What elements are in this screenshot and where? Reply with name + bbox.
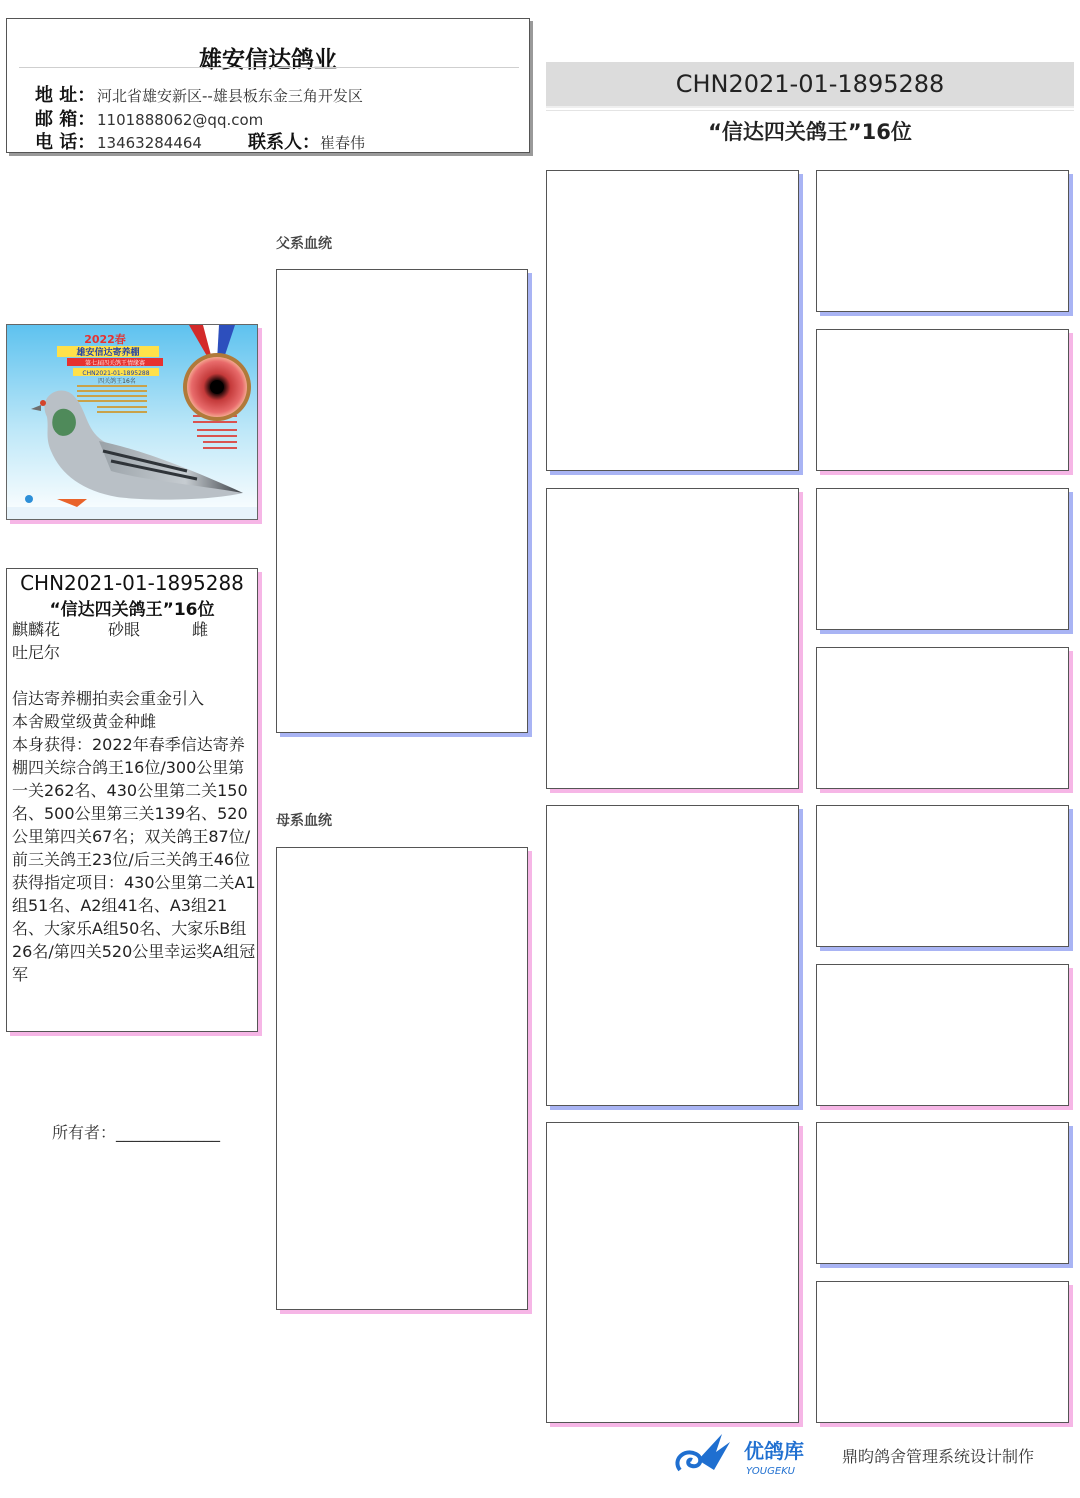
great-grandparent-box-1 [816, 170, 1069, 312]
pigeon-info-card [6, 568, 258, 1032]
pigeon-photo [6, 324, 258, 520]
great-grandparent-box-2 [816, 329, 1069, 471]
address-label: 地 址： [35, 85, 96, 106]
phone-value: 13463284464 [97, 134, 202, 152]
footer-credit: 鼎昀鸽舍管理系统设计制作 [842, 1447, 1035, 1466]
wing-logo-icon [698, 1434, 730, 1470]
loft-name: 雄安信达鸽业 [199, 47, 337, 73]
pigeon-ring-number: CHN2021-01-1895288 [20, 571, 244, 595]
contact-label: 联系人： [247, 132, 320, 153]
granddam-paternal-box [546, 488, 799, 789]
brand-name: 优鸽库 [744, 1439, 804, 1463]
dam-pedigree-box [276, 847, 528, 1310]
owner-line: 所有者：_____________ [52, 1123, 221, 1142]
sire-section-label: 父系血统 [276, 236, 332, 252]
poster-rank: 四关鸽王16名 [98, 378, 136, 385]
address-value: 河北省雄安新区--雄县板东金三角开发区 [97, 87, 363, 105]
header-divider [19, 67, 519, 68]
pigeon-sex: 雌 [192, 620, 209, 639]
pigeon-eye: 砂眼 [108, 620, 141, 639]
great-grandparent-box-7 [816, 1122, 1069, 1264]
grandsire-maternal-box [546, 805, 799, 1106]
swirl-logo-icon [677, 1452, 700, 1470]
poster-year: 2022春 [84, 333, 126, 346]
phone-row [35, 128, 365, 154]
pigeon-color: 麒麟花 [12, 620, 61, 639]
yougeku-logo [670, 1430, 830, 1480]
great-grandparent-box-8 [816, 1281, 1069, 1423]
banner-divider [546, 110, 1074, 111]
poster-loft: 雄安信达寄养棚 [76, 348, 140, 358]
grandsire-paternal-box [546, 170, 799, 471]
pigeon-strain: 吐尼尔 [12, 643, 61, 662]
poster-ring: CHN2021-01-1895288 [82, 370, 150, 377]
ring-number-banner: CHN2021-01-1895288 [546, 62, 1074, 108]
pigeon-poster-image [7, 325, 257, 519]
brand-name-en: YOUGEKU [746, 1466, 795, 1477]
great-grandparent-box-6 [816, 964, 1069, 1106]
loft-header-card [6, 18, 530, 153]
pigeon-attributes [12, 617, 252, 663]
great-grandparent-box-3 [816, 488, 1069, 630]
sire-pedigree-box [276, 269, 528, 733]
dam-section-label: 母系血统 [276, 813, 332, 829]
granddam-maternal-box [546, 1122, 799, 1423]
pigeon-title-banner: “信达四关鸽王”16位 [708, 120, 912, 144]
pigeon-title: “信达四关鸽王”16位 [49, 600, 215, 620]
poster-event: 第七届四关鸽王情缘赛 [84, 360, 146, 367]
phone-label: 电 话： [35, 132, 96, 153]
contact-value: 崔春伟 [319, 134, 365, 152]
address-row [35, 81, 363, 107]
pigeon-description: 信达寄养棚拍卖会重金引入 本舍殿堂级黄金种雌 本身获得：2022年春季信达寄养棚四关综合鸽王16位/300公里第一关262名、430公里第二关150名、500公里第三关139名、520公里第四关67名；双关鸽王87位/前三关鸽王23位/后三关鸽王46位 获得指定项目：430公里第二关A1组51名、A2组41名、A3组21名、大家乐A组50名、大家乐B组26名/第四关520公里幸运奖A组冠军 [12, 689, 256, 984]
great-grandparent-box-4 [816, 647, 1069, 789]
great-grandparent-box-5 [816, 805, 1069, 947]
email-label: 邮 箱： [35, 109, 96, 130]
email-value: 1101888062@qq.com [97, 111, 264, 129]
